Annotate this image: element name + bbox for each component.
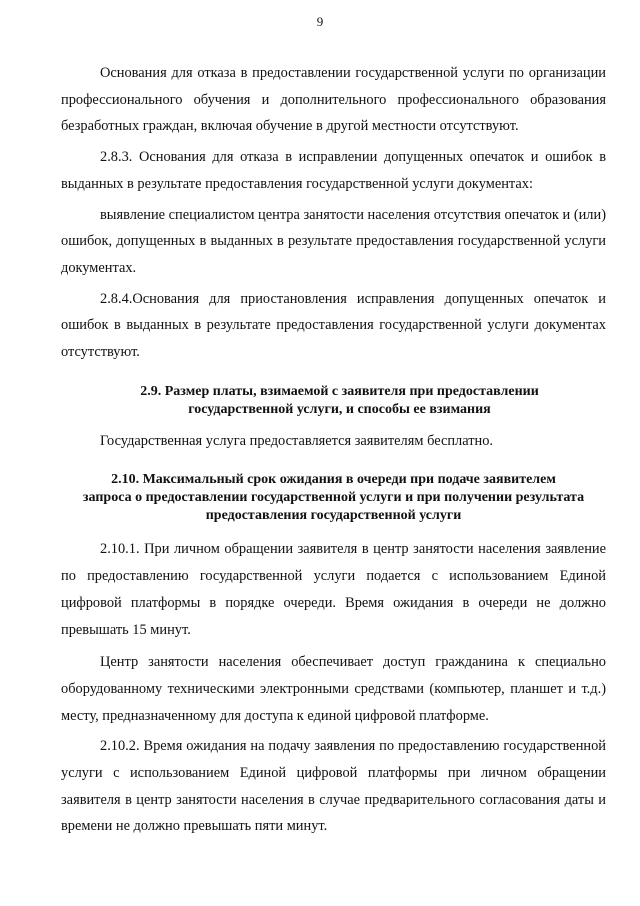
paragraph-access-center: Центр занятости населения обеспечивает доступ гражданина к специально оборудованному техническими электронными средствами (компьютер, планшет и т.д.) месту, предназначенному для доступа к единой цифровой платформе. bbox=[61, 654, 606, 724]
page-number: 9 bbox=[316, 14, 324, 29]
document-body bbox=[61, 60, 606, 840]
section-heading-2-9 bbox=[61, 383, 606, 419]
heading-line: 2.10. Максимальный срок ожидания в очереди при подаче заявителем bbox=[111, 472, 556, 488]
heading-line: запроса о предоставлении государственной услуги и при получении результата bbox=[82, 490, 585, 506]
paragraph-2-8-3: 2.8.3. Основания для отказа в исправлении допущенных опечаток и ошибок в выданных в результате предоставления государственной услуги документах: bbox=[61, 149, 606, 192]
paragraph-2-10-1: 2.10.1. При личном обращении заявителя в центр занятости населения заявление по предоставлению государственной услуги подается с использованием Единой цифровой платформы в порядке очереди. Время ожидания в очереди не должно превышать 15 минут. bbox=[61, 541, 606, 638]
section-heading-2-10 bbox=[61, 471, 606, 525]
heading-line: 2.9. Размер платы, взимаемой с заявителя при предоставлении bbox=[140, 383, 539, 399]
heading-line: предоставления государственной услуги bbox=[205, 508, 462, 524]
paragraph-2-10-2: 2.10.2. Время ожидания на подачу заявления по предоставлению государственной услуги с использованием Единой цифровой платформы при личном обращении заявителя в центр занятости населения в случае предварительного согласования даты и времени не должно превышать пяти минут. bbox=[61, 738, 606, 835]
paragraph-free-service: Государственная услуга предоставляется заявителям бесплатно. bbox=[100, 432, 494, 449]
paragraph-detection: выявление специалистом центра занятости населения отсутствия опечаток и (или) ошибок, допущенных в выданных в результате предоставления государственной услуги документах. bbox=[61, 206, 606, 276]
paragraph-refusal-grounds: Основания для отказа в предоставлении государственной услуги по организации профессионального обучения и дополнительного профессионального образования безработных граждан, включая обучение в другой местности отсутствуют. bbox=[61, 65, 606, 135]
paragraph-2-8-4: 2.8.4.Основания для приостановления исправления допущенных опечаток и ошибок в выданных в результате предоставления государственной услуги документах отсутствуют. bbox=[61, 290, 606, 361]
heading-line: государственной услуги, и способы ее взимания bbox=[188, 401, 491, 417]
